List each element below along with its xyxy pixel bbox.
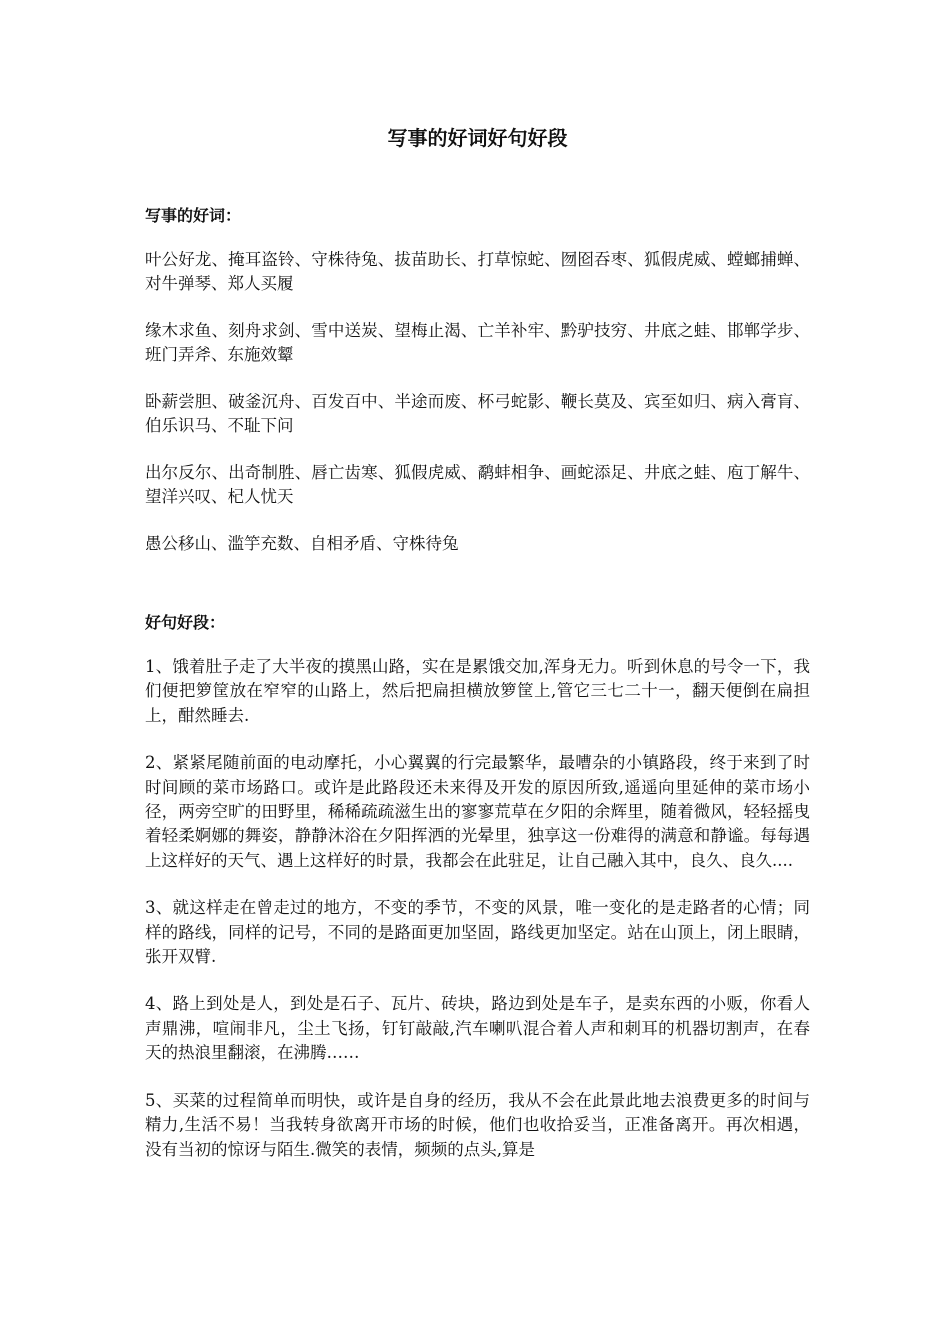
passage-1: 1、饿着肚子走了大半夜的摸黑山路，实在是累饿交加,浑身无力。听到休息的号令一下，我们便把箩筐放在窄窄的山路上，然后把扁担横放箩筐上,管它三七二十一，翻天便倒在扁担上，酣然睡去. — [145, 657, 810, 725]
word-group-3: 卧薪尝胆、破釜沉舟、百发百中、半途而废、杯弓蛇影、鞭长莫及、宾至如归、病入膏肓、伯乐识马、不耻下问 — [145, 392, 810, 435]
good-passages-section — [145, 609, 810, 1162]
section-spacer — [145, 579, 810, 609]
word-group-5: 愚公移山、滥竽充数、自相矛盾、守株待兔 — [145, 534, 459, 553]
word-group-2: 缘木求鱼、刻舟求剑、雪中送炭、望梅止渴、亡羊补牢、黔驴技穷、井底之蛙、邯郸学步、班门弄斧、东施效颦 — [145, 321, 810, 364]
passage-4: 4、路上到处是人，到处是石子、瓦片、砖块，路边到处是车子，是卖东西的小贩，你看人声鼎沸，喧闹非凡，尘土飞扬，钉钉敲敲,汽车喇叭混合着人声和刺耳的机器切割声，在春天的热浪里翻滚，在沸腾…… — [145, 994, 810, 1063]
good-passages-heading: 好句好段： — [145, 613, 226, 632]
word-group-1: 叶公好龙、掩耳盗铃、守株待兔、拔苗助长、打草惊蛇、囫囵吞枣、狐假虎威、螳螂捕蝉、对牛弹琴、郑人买履 — [145, 250, 810, 293]
passage-5: 5、买菜的过程简单而明快，或许是自身的经历，我从不会在此景此地去浪费更多的时间与精力,生活不易！当我转身欲离开市场的时候，他们也收拾妥当，正准备离开。再次相遇，没有当初的惊讶与陌生.微笑的表情，频频的点头,算是 — [145, 1090, 810, 1159]
document-page — [145, 122, 810, 1185]
passage-2: 2、紧紧尾随前面的电动摩托，小心翼翼的行完最繁华，最嘈杂的小镇路段，终于来到了时时间顾的菜市场路口。或许是此路段还未来得及开发的原因所致,遥遥向里延伸的菜市场小径，两旁空旷的田野里，稀稀疏疏滋生出的寥寥荒草在夕阳的余辉里，随着微风，轻轻摇曳着轻柔婀娜的舞姿，静静沐浴在夕阳挥洒的光晕里，独享这一份难得的满意和静谧。每每遇上这样好的天气、遇上这样好的时景，我都会在此驻足，让自己融入其中，良久、良久.... — [145, 753, 810, 870]
good-words-heading: 写事的好词： — [145, 206, 242, 225]
good-words-section — [145, 202, 810, 556]
document-title: 写事的好词好句好段 — [387, 126, 568, 150]
word-group-4: 出尔反尔、出奇制胜、唇亡齿寒、狐假虎威、鹬蚌相争、画蛇添足、井底之蛙、庖丁解牛、望洋兴叹、杞人忧天 — [145, 463, 810, 506]
passage-3: 3、就这样走在曾走过的地方，不变的季节，不变的风景，唯一变化的是走路者的心情；同样的路线，同样的记号，不同的是路面更加坚固，路线更加坚定。站在山顶上，闭上眼睛，张开双臂. — [145, 898, 810, 967]
